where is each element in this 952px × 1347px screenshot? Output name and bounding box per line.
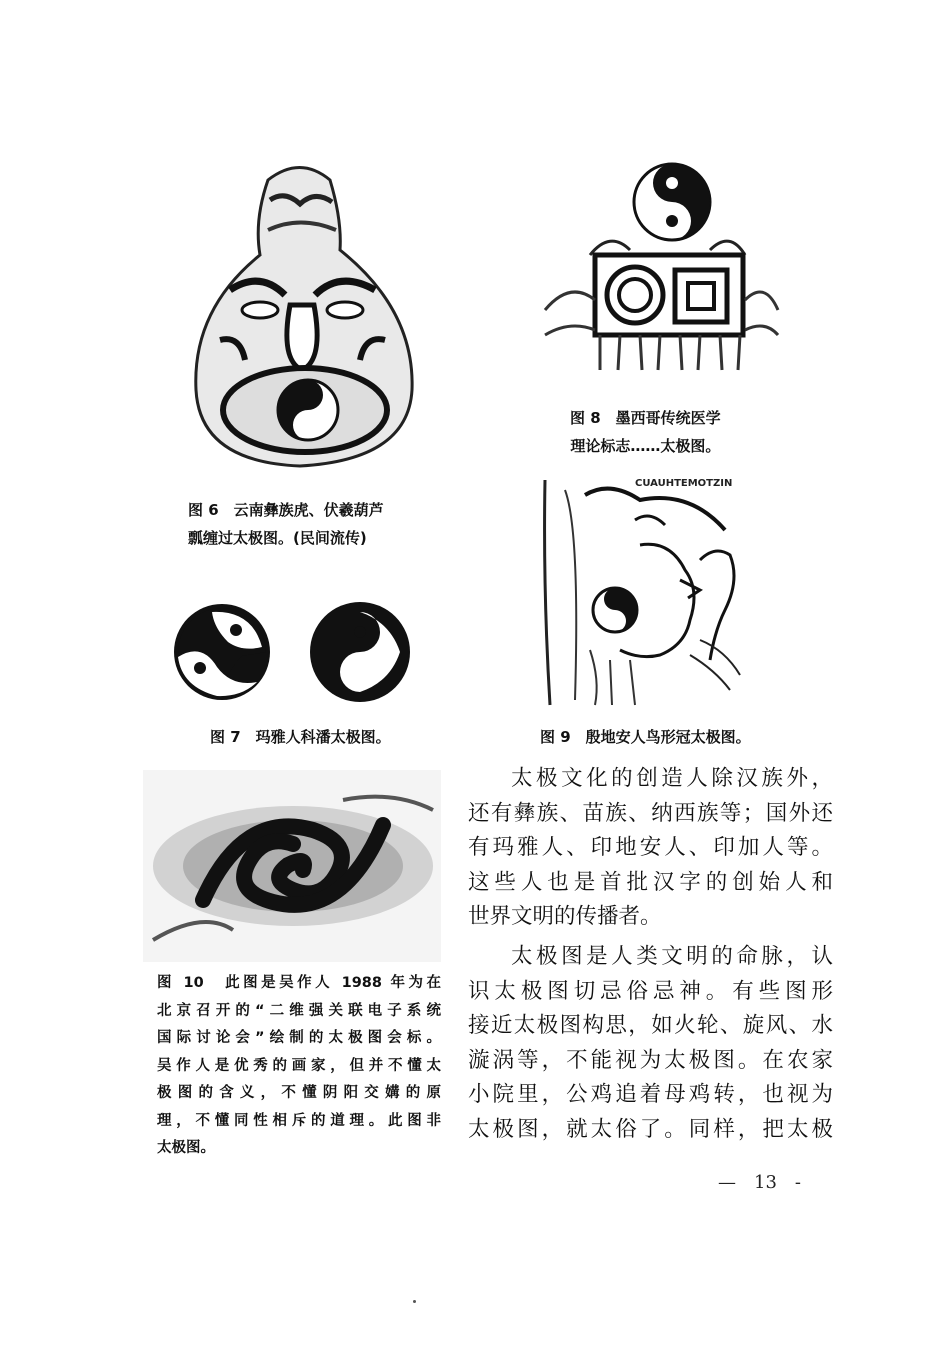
text-line: 世界文明的传播者。 (468, 904, 662, 929)
figure-9-label: CUAUHTEMOTZIN (635, 478, 733, 489)
caption-line: 图 10 此图是吴作人 1988 年为在 (157, 975, 441, 991)
text-line: 太极图是人类文明的命脉，认 (511, 944, 833, 969)
text-line: 接近太极图构思，如火轮、旋风、水 (468, 1013, 833, 1038)
figure-9-image (540, 470, 765, 710)
yin-yang-right (310, 602, 410, 702)
caption-line: 北京召开的“二维强关联电子系统 (157, 1002, 441, 1019)
figure-9-caption: 图 9 殷地安人鸟形冠太极图。 (540, 728, 751, 746)
figure-7-caption: 图 7 玛雅人科潘太极图。 (210, 728, 391, 746)
text-line: 太极文化的创造人除汉族外， (511, 766, 833, 791)
text-line: 识太极图切忌俗忌神。有些图形 (468, 978, 833, 1004)
caption-line: 理，不懂同性相斥的道理。此图非 (157, 1112, 441, 1129)
caption-line: 理论标志……太极图。 (570, 437, 721, 455)
yin-yang-left (174, 604, 270, 700)
caption-line: 图 8 墨西哥传统医学 (570, 409, 721, 427)
caption-line: 极图的含义，不懂阴阳交媾的原 (157, 1085, 441, 1101)
caption-line: 图 6 云南彝族虎、伏羲葫芦 (188, 501, 384, 519)
body-paragraph-1 (468, 762, 833, 935)
figure-8-image (540, 160, 780, 375)
body-paragraph-2 (468, 940, 833, 1147)
text-line: 小院里，公鸡追着母鸡转，也视为 (468, 1082, 833, 1107)
text-line: 还有彝族、苗族、纳西族等；国外还 (468, 800, 833, 826)
text-line: 这些人也是首批汉字的创始人和 (468, 869, 833, 895)
text-line: 有玛雅人、印地安人、印加人等。 (468, 835, 833, 860)
page-number: — 13 - (718, 1172, 801, 1193)
figure-6-caption (188, 496, 384, 552)
figure-8-caption (570, 404, 721, 460)
caption-line: 国际讨论会”绘制的太极图会标。 (157, 1030, 441, 1046)
caption-line: 太极图。 (157, 1140, 215, 1156)
text-line: 漩涡等，不能视为太极图。在农家 (468, 1047, 833, 1073)
figure-7-image (168, 597, 418, 709)
scan-speck (413, 1300, 416, 1303)
text-line: 太极图，就太俗了。同样，把太极 (468, 1116, 833, 1142)
figure-6-gourd-image (190, 160, 422, 472)
figure-10-caption (157, 970, 441, 1163)
caption-line: 瓢缠过太极图。(民间流传) (188, 529, 367, 547)
figure-10-image (143, 770, 441, 962)
caption-line: 吴作人是优秀的画家，但并不懂太 (157, 1057, 441, 1074)
